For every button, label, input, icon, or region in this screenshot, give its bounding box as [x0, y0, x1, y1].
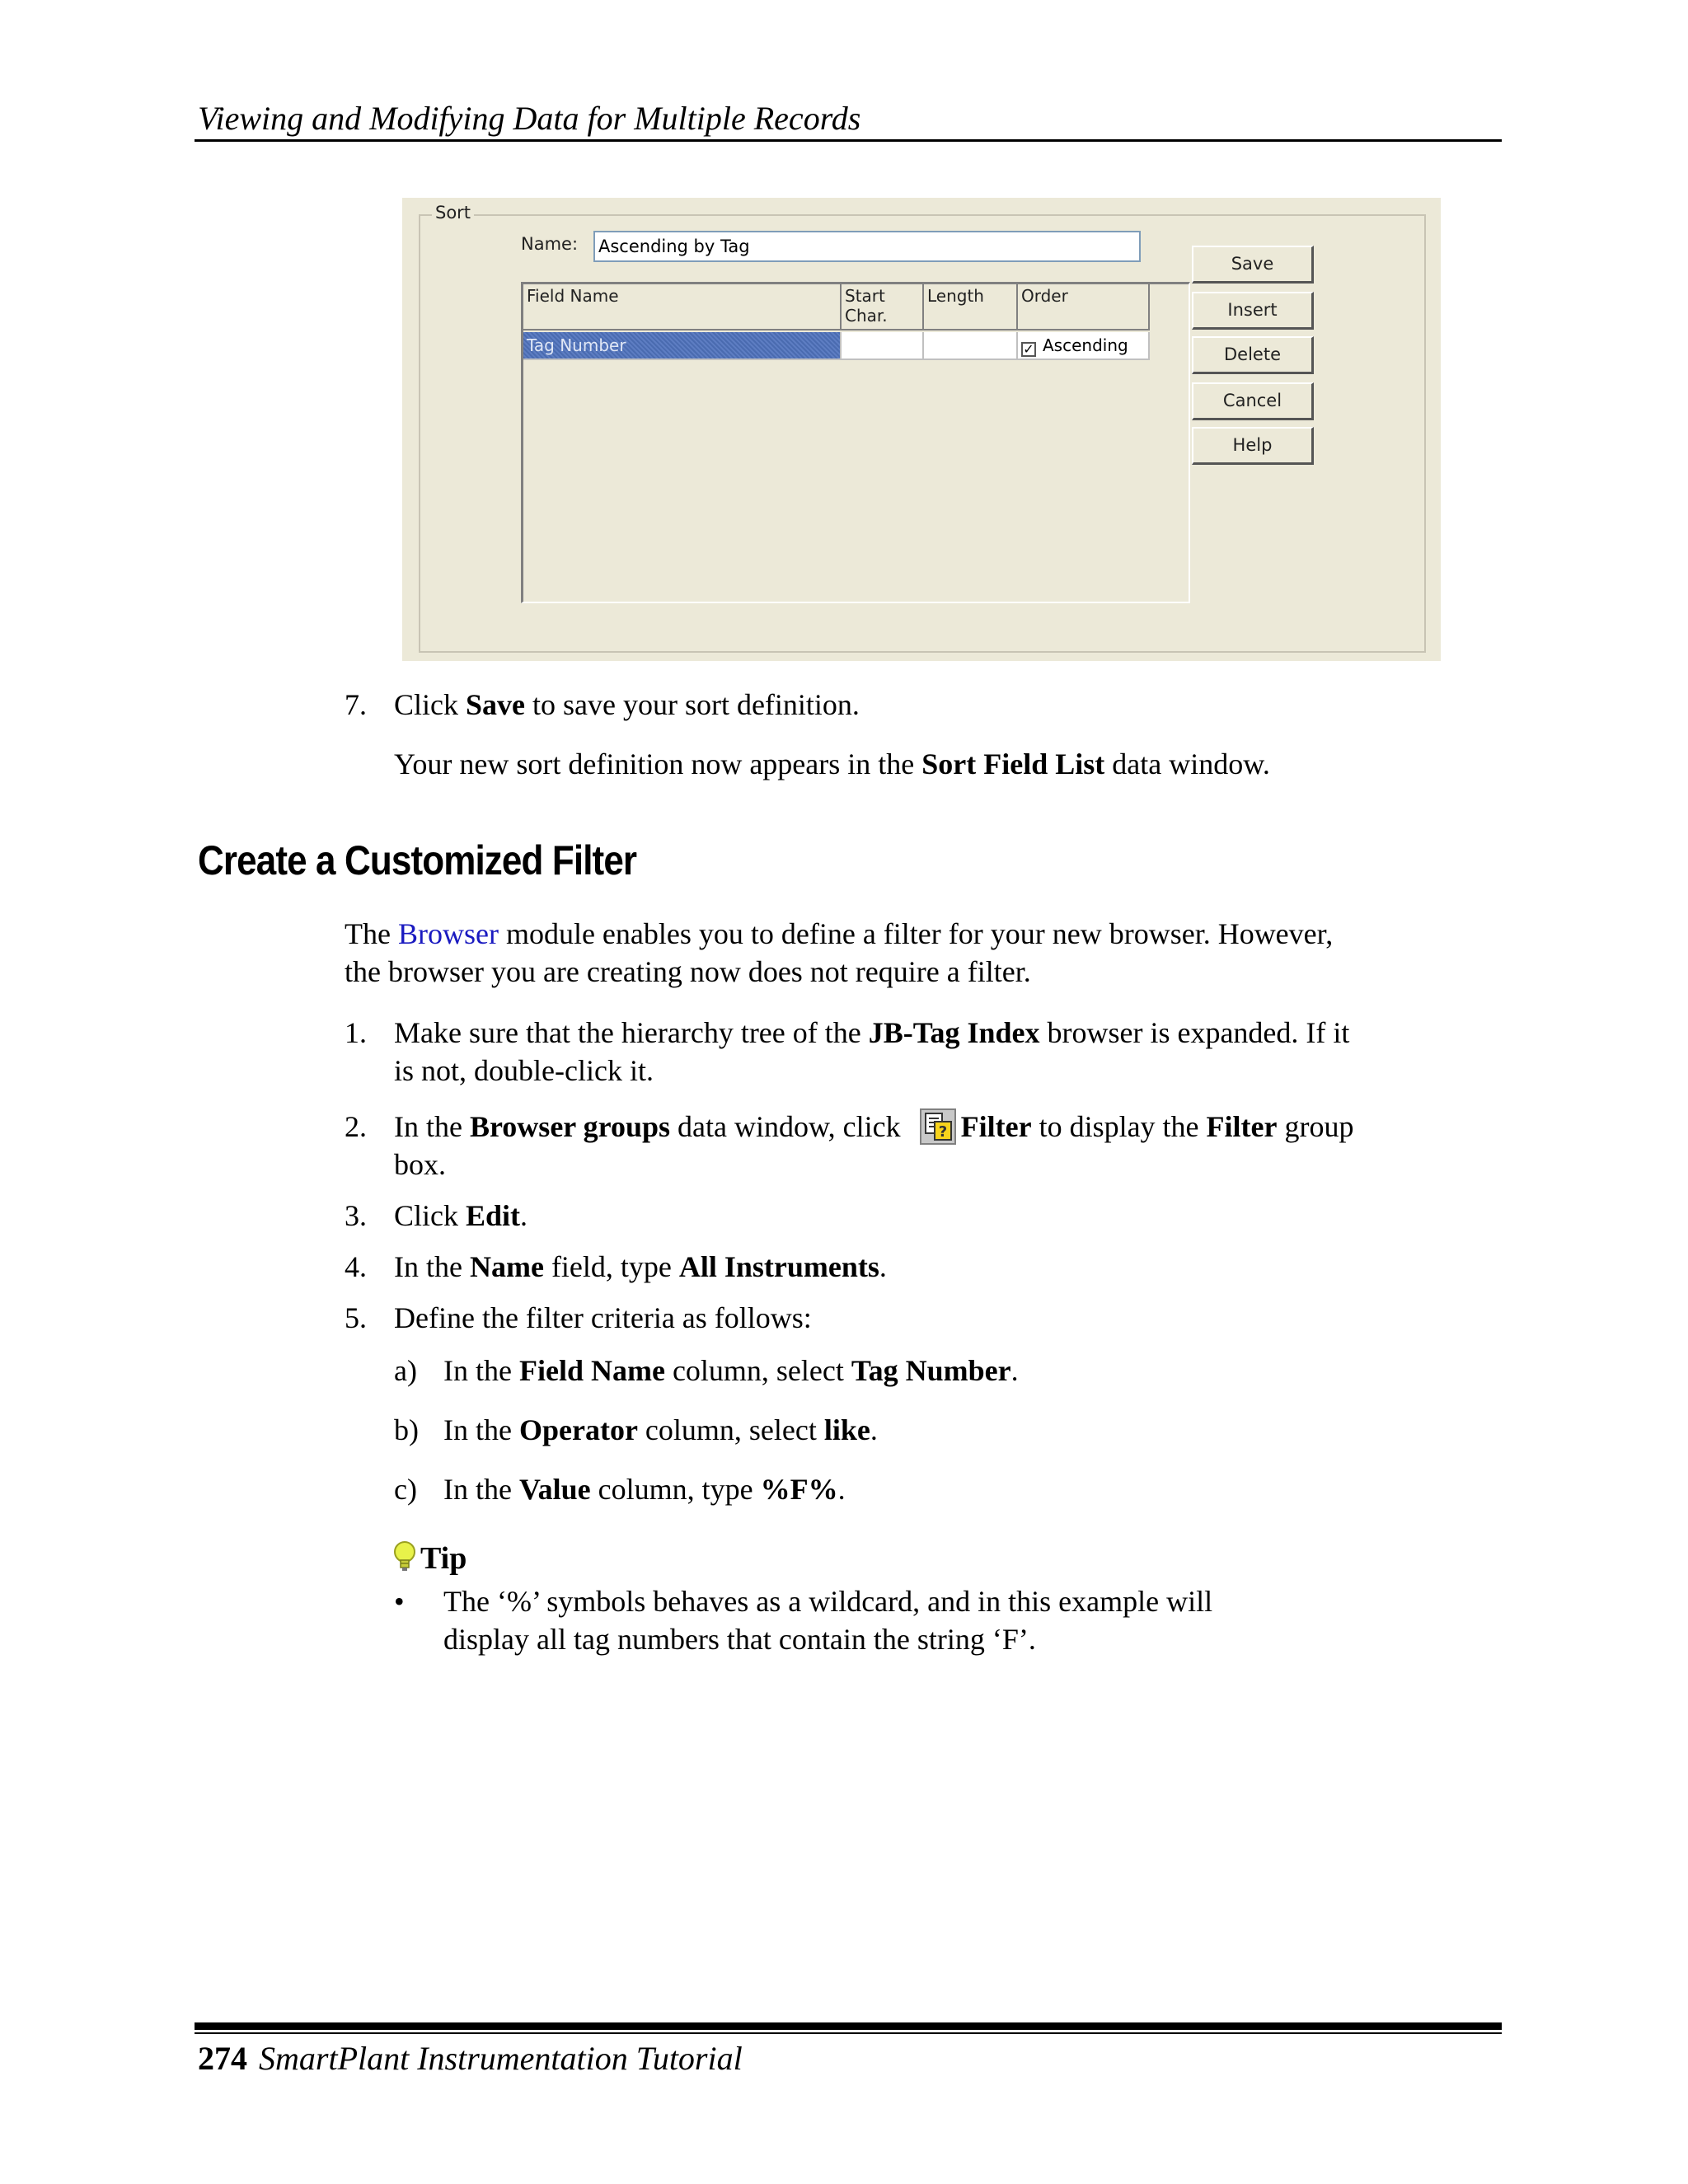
column-header-order[interactable]: Order [1018, 284, 1150, 330]
ascending-label: Ascending [1043, 335, 1128, 355]
step-4-number: 4. [345, 1250, 367, 1283]
substep-a-label: a) [394, 1354, 417, 1387]
step-4-text: In the Name field, type All Instruments. [394, 1250, 887, 1283]
step-5-number: 5. [345, 1301, 367, 1334]
running-header: Viewing and Modifying Data for Multiple Records [198, 100, 861, 137]
substep-c-text: In the Value column, type %F%. [443, 1473, 846, 1506]
sort-group-label: Sort [432, 203, 474, 223]
intro-line-1: The Browser module enables you to define a filter for your new browser. However, [345, 917, 1334, 950]
column-header-start-char[interactable]: Start Char. [842, 284, 924, 330]
lightbulb-icon [392, 1540, 417, 1573]
section-heading: Create a Customized Filter [198, 837, 637, 883]
insert-button[interactable]: Insert [1192, 292, 1314, 330]
delete-button[interactable]: Delete [1192, 336, 1314, 374]
cell-order[interactable] [1018, 332, 1150, 360]
step-2-text: In the Browser groups data window, click ? Filter to display the Filter group [394, 1110, 1354, 1143]
step-7-text: Click Save to save your sort definition. [394, 688, 860, 721]
step-1-text-line-2: is not, double-click it. [394, 1054, 654, 1087]
tip-heading: Tip [392, 1540, 467, 1577]
help-button[interactable]: Help [1192, 427, 1314, 465]
name-input[interactable]: Ascending by Tag [593, 231, 1141, 262]
name-label: Name: [521, 234, 579, 254]
step-7-note: Your new sort definition now appears in the Sort Field List data window. [394, 748, 1270, 780]
step-7-number: 7. [345, 688, 367, 721]
cell-length[interactable] [924, 332, 1018, 360]
ascending-checkbox[interactable]: ✓ [1021, 342, 1036, 357]
book-title: SmartPlant Instrumentation Tutorial [259, 2040, 743, 2077]
save-button[interactable]: Save [1192, 246, 1314, 284]
filter-icon[interactable] [920, 1108, 956, 1145]
step-1-number: 1. [345, 1016, 367, 1049]
cancel-button[interactable]: Cancel [1192, 382, 1314, 420]
header-rule [195, 139, 1502, 142]
step-5-text: Define the filter criteria as follows: [394, 1301, 812, 1334]
sort-fields-grid[interactable] [521, 282, 1190, 603]
substep-c-label: c) [394, 1473, 417, 1506]
sort-dialog-screenshot [402, 198, 1441, 661]
step-2-text-line-2: box. [394, 1148, 446, 1181]
substep-a-text: In the Field Name column, select Tag Number. [443, 1354, 1019, 1387]
column-header-length[interactable]: Length [924, 284, 1018, 330]
step-3-text: Click Edit. [394, 1199, 528, 1232]
cell-start-char[interactable] [842, 332, 924, 360]
tip-line-2: display all tag numbers that contain the string ‘F’. [443, 1623, 1036, 1656]
browser-link[interactable]: Browser [397, 917, 499, 950]
substep-b-text: In the Operator column, select like. [443, 1413, 878, 1446]
substep-b-label: b) [394, 1413, 419, 1446]
footer-rule-thin [195, 2032, 1502, 2034]
footer-rule [195, 2022, 1502, 2030]
intro-line-2: the browser you are creating now does not require a filter. [345, 955, 1031, 988]
step-2-number: 2. [345, 1110, 367, 1143]
footer [198, 2039, 743, 2079]
column-header-field-name[interactable]: Field Name [523, 284, 842, 330]
step-3-number: 3. [345, 1199, 367, 1232]
step-1-text: Make sure that the hierarchy tree of the JB-Tag Index browser is expanded. If it [394, 1016, 1350, 1049]
tip-bullet: • [394, 1585, 405, 1618]
svg-text:?: ? [938, 1123, 947, 1141]
page-number: 274 [198, 2040, 247, 2077]
cell-field-name[interactable]: Tag Number [523, 332, 842, 360]
tip-line-1: The ‘%’ symbols behaves as a wildcard, and in this example will [443, 1585, 1213, 1618]
